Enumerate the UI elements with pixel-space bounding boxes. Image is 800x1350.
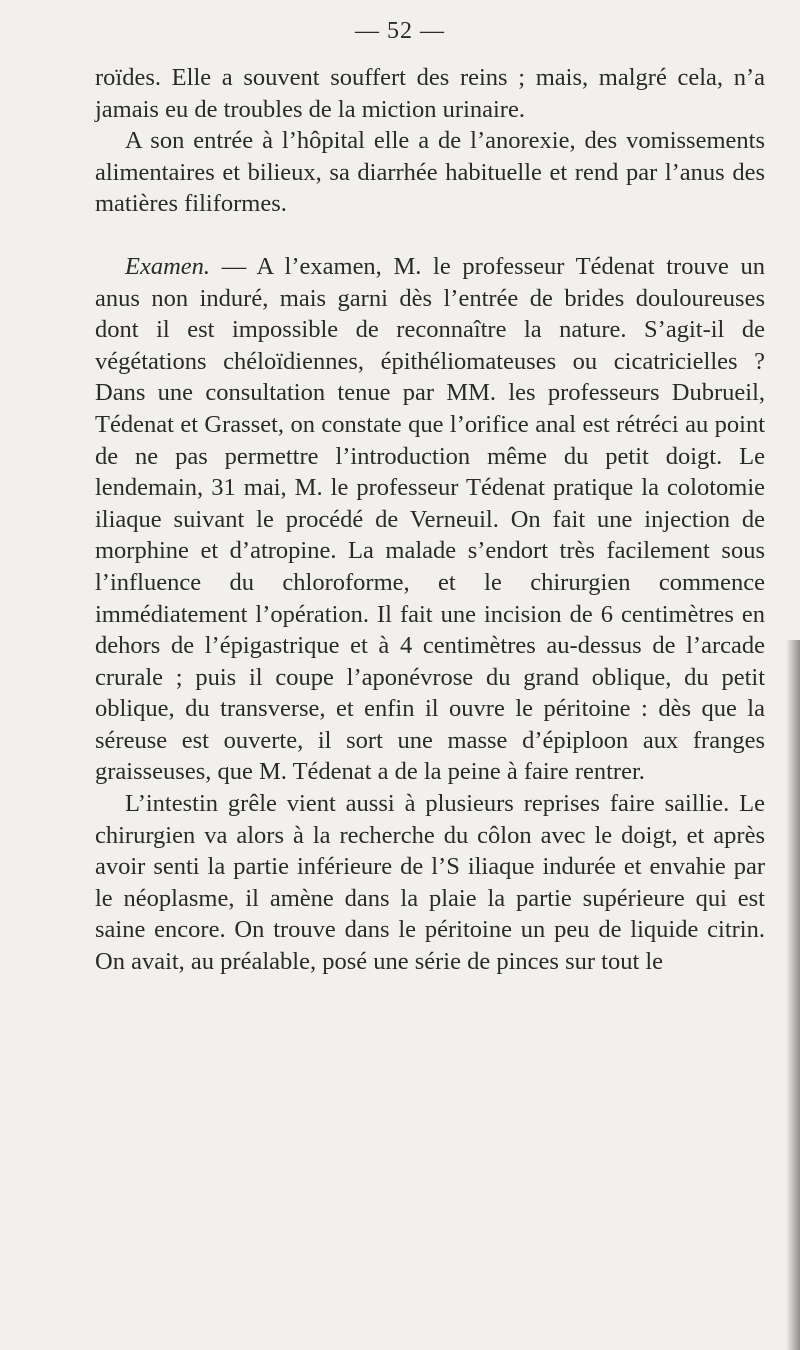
body-text [95,62,765,978]
section-label-examen: Examen. [125,252,211,280]
paragraph-examen [95,251,765,788]
paragraph-intestin: L’intestin grêle vient aussi à plusieurs reprises faire saillie. Le chirurgien va alors à la recherche du côlon avec le doigt, et après avoir senti la partie inférieure de l’S iliaque indurée et envahie par le néoplasme, il amène dans la plaie la partie supérieure qui est saine encore. On trouve dans le péritoine un peu de liquide citrin. On avait, au préalable, posé une série de pinces sur tout le [95,790,765,976]
page-number: — 52 — [355,18,445,44]
examen-text: — A l’examen, M. le professeur Tédenat trouve un anus non induré, mais garni dès l’entrée de brides douloureuses dont il est impossible de reconnaître la nature. S’agit-il de végétations chéloïdiennes, épithéliomateuses ou cicatricielles ? Dans une consultation tenue par MM. les professeurs Dubrueil, Tédenat et Grasset, on constate que l’orifice anal est rétréci au point de ne pas permettre l’introduction même du petit doigt. Le lendemain, 31 mai, M. le professeur Tédenat pratique la colotomie iliaque suivant le procédé de Verneuil. On fait une injection de morphine et d’atropine. La malade s’endort très facilement sous l’influence du chloroforme, et le chirurgien commence immédiatement l’opération. Il fait une incision de 6 centimètres en dehors de l’épigastrique et à 4 centimètres au-dessus de l’arcade crurale ; puis il coupe l’aponévrose du grand oblique, du petit oblique, du transverse, et enfin il ouvre le péritoine : dès que la séreuse est ouverte, il sort une masse d’épiploon aux franges graisseuses, que M. Tédenat a de la peine à faire rentrer. [95,252,765,786]
paragraph-admission: A son entrée à l’hôpital elle a de l’anorexie, des vomissements alimentaires et bilieux, sa diarrhée habituelle et rend par l’anus des matières filiformes. [95,127,765,218]
paragraph-continued: roïdes. Elle a souvent souffert des reins ; mais, malgré cela, n’a jamais eu de troubles de la miction urinaire. [95,64,765,123]
page-edge-shadow [786,640,800,1350]
